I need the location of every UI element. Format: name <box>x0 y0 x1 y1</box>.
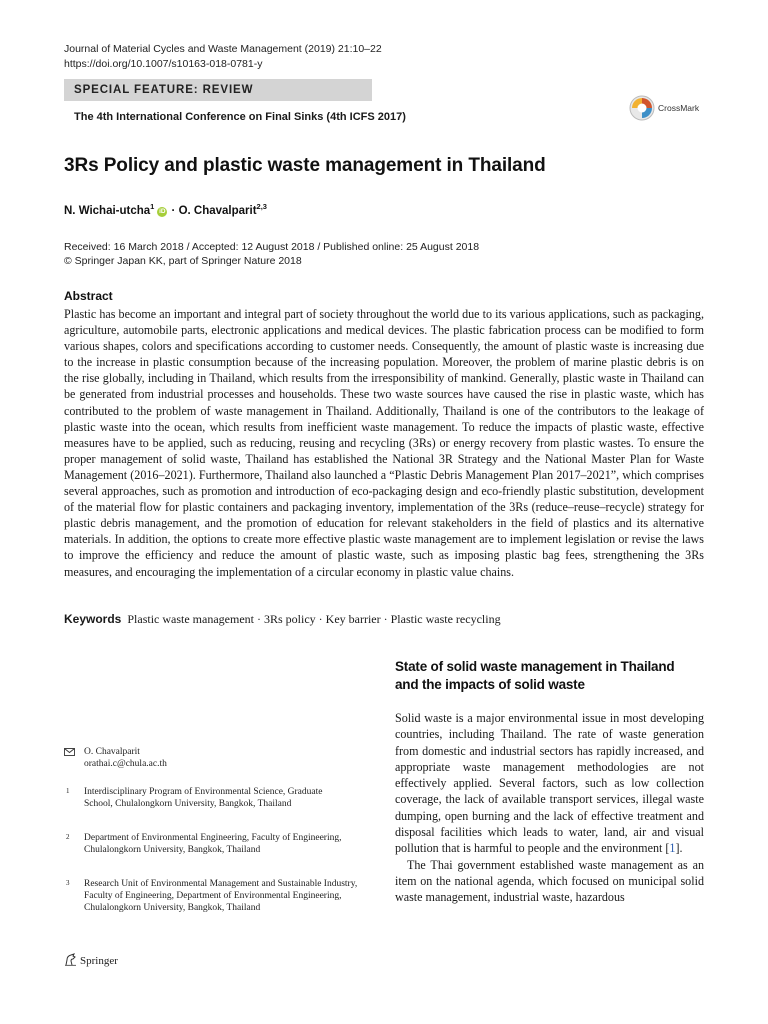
conference-name: The 4th International Conference on Final Sinks (4th ICFS 2017) <box>74 111 406 123</box>
section-heading <box>395 658 715 694</box>
article-title: 3Rs Policy and plastic waste management in Thailand <box>64 155 546 176</box>
citation-link[interactable]: 1 <box>669 841 676 856</box>
orcid-icon[interactable]: iD <box>159 207 166 215</box>
paragraph-text: Solid waste is a major environmental issue in most developing countries, including Thailand. The rate of waste generation from domestic and industrial sectors has rapidly increased, and appropriate waste management methodologies are not effectively applied. Several factors, such as low collection coverage, the lack of available transport services, illegal waste dumping, open burning and the lack of effective treatment and disposal facilities which leads to water, land, air and visual pollution that is harmful to people and the environment [ <box>395 711 704 856</box>
author-separator: · <box>168 204 179 217</box>
feature-banner: SPECIAL FEATURE: REVIEW <box>64 79 372 101</box>
affiliation-number: 1 <box>66 787 70 795</box>
author-name[interactable]: O. Chavalparit <box>178 204 257 217</box>
corresponding-name: O. Chavalparit <box>84 747 140 757</box>
history-dates: Received: 16 March 2018 / Accepted: 12 August 2018 / Published online: 25 August 2018 <box>64 241 480 253</box>
affiliation-text: Research Unit of Environmental Management and Sustainable Industry, Faculty of Engineering, Department of Environmental Engineering, Chulalongkorn University, Bangkok, Thailand <box>84 879 358 914</box>
abstract-heading: Abstract <box>64 289 113 303</box>
affiliation-number: 2 <box>66 833 70 841</box>
affiliation-item <box>64 878 359 915</box>
author-line <box>64 202 267 217</box>
section-heading-line: State of solid waste management in Thailand <box>395 659 675 674</box>
journal-header <box>64 42 382 72</box>
publication-dates <box>64 240 479 268</box>
affiliation-number: 3 <box>66 879 70 887</box>
keywords-label: Keywords <box>64 612 122 626</box>
affiliation-text: Department of Environmental Engineering, Faculty of Engineering, Chulalongkorn University, Bangkok, Thailand <box>84 833 342 856</box>
corresponding-email[interactable]: orathai.c@chula.ac.th <box>84 759 167 770</box>
author-name[interactable]: N. Wichai-utcha <box>64 204 151 217</box>
paragraph <box>395 710 704 857</box>
doi-link[interactable]: https://doi.org/10.1007/s10163-018-0781-y <box>64 58 263 70</box>
corresponding-author <box>64 746 364 770</box>
crossmark-icon <box>629 95 655 121</box>
author-affiliation-mark: 2,3 <box>256 202 267 211</box>
copyright-line: © Springer Japan KK, part of Springer Nature 2018 <box>64 255 302 267</box>
abstract-text: Plastic has become an important and integral part of society throughout the world due to its various applications, such as packaging, agriculture, automobile parts, electronic applications and medical devices. The plastic fabrication process can be modified to form various shapes, colors and specifications according to customer needs. Consequently, the amount of plastic waste is increasing due to the increase in plastic consumption because of the increasing population. Moreover, the problem of marine plastic debris is on the rise globally, including in Thailand, which results from the irresponsibility of mankind. Generally, plastic waste in Thailand can be generated from industrial processes and households. These two waste sources have caused the rise in plastic waste, which has contributed to the problem of waste management in Thailand. Additionally, Thailand is one of the contributors to the leakage of plastic waste into the ocean, which results from inefficient waste management. To reduce the impacts of plastic waste, effective measures have to be applied, such as reducing, reusing and recycling (3Rs) or energy recovery from plastic wastes. To ensure the proper management of solid waste, Thailand has established the National 3R Strategy and the National Master Plan for Waste Management (2016–2021). Furthermore, Thailand also launched a “Plastic Debris Management Plan 2017–2021”, which comprises several approaches, such as promotion and introduction of eco-packaging design and eco-friendly plastic substitution, development of the material flow for plastic containers and packaging inventory, implementation of the 3Rs (reduce–reuse–recycle) strategy for plastic debris management, and the promotion of education for relevant stakeholders in the field of plastics and its alternative materials. In addition, the options to create more effective plastic waste management are to implement legislation or revise the laws to improve the efficiency and reduce the amount of plastic waste, such as imposing plastic bag fees, strengthening the 3Rs measures, and encouraging the implementation of a circular economy in plastic value chains. <box>64 307 704 579</box>
section-heading-line: and the impacts of solid waste <box>395 677 585 692</box>
publisher-footer <box>64 953 118 969</box>
affiliation-text: Interdisciplinary Program of Environmental Science, Graduate School, Chulalongkorn University, Bangkok, Thailand <box>84 787 323 810</box>
crossmark-label: CrossMark <box>658 103 700 113</box>
keywords-line <box>64 612 501 627</box>
paragraph: The Thai government established waste management as an item on the national agenda, which focused on municipal solid waste management, industrial waste, hazardous <box>395 857 704 905</box>
keywords-list: Plastic waste management · 3Rs policy · Key barrier · Plastic waste recycling <box>127 612 501 626</box>
publisher-name: Springer <box>80 955 118 967</box>
paragraph-text: ]. <box>675 841 683 856</box>
journal-citation: Journal of Material Cycles and Waste Management (2019) 21:10–22 <box>64 43 382 55</box>
springer-horse-icon <box>64 953 77 969</box>
body-text <box>395 710 704 906</box>
affiliation-item <box>64 786 344 810</box>
crossmark-badge[interactable] <box>629 94 703 122</box>
affiliation-item <box>64 832 344 856</box>
author-affiliation-mark: 1 <box>150 202 155 211</box>
